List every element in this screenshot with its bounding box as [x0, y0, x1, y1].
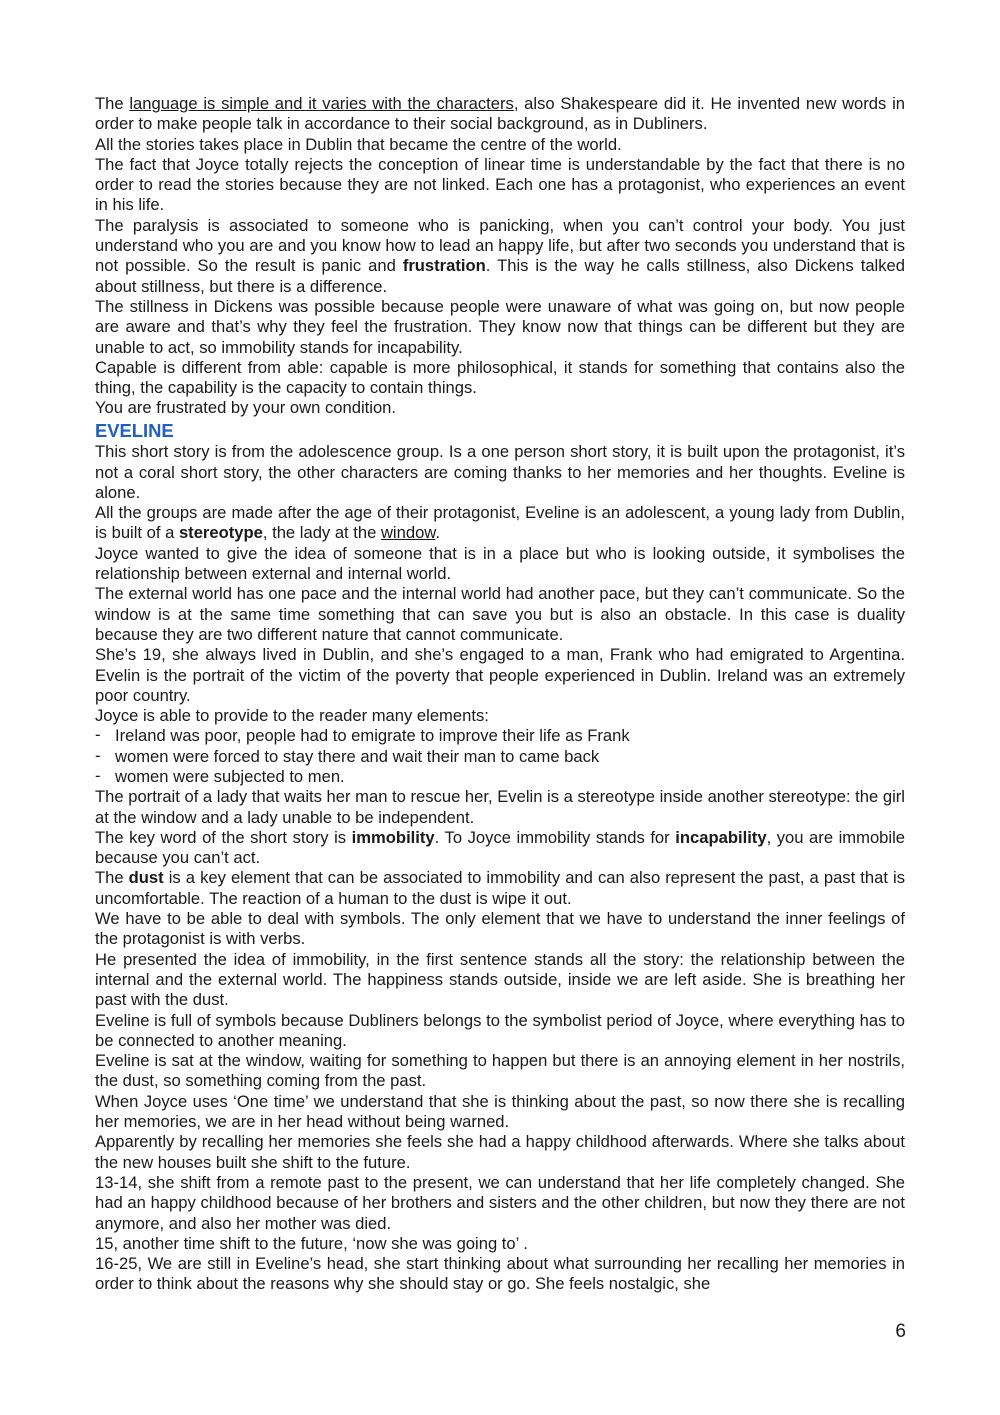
document-page — [95, 94, 905, 1295]
page-number: 6 — [895, 1321, 906, 1342]
paragraph-key-word — [95, 828, 905, 869]
paragraph-portrait: The portrait of a lady that waits her man to rescue her, Evelin is a stereotype inside another stereotype: the girl at the window and a lady unable to be independent. — [95, 787, 905, 827]
bold-term-frustration: frustration — [402, 256, 486, 276]
paragraph-groups — [95, 503, 905, 544]
paragraph-one-time: When Joyce uses ‘One time’ we understand that she is thinking about the past, so now there she is recalling her memories, we are in her head without being warned. — [95, 1091, 905, 1132]
underlined-word-window: window — [380, 523, 436, 543]
list-item-text: women were forced to stay there and wait their man to came back — [115, 746, 600, 766]
paragraph-elements-intro: Joyce is able to provide to the reader many elements: — [95, 706, 489, 726]
paragraph-15: 15, another time shift to the future, ‘now she was going to’ . — [95, 1233, 528, 1253]
text-run: The — [95, 94, 130, 113]
bold-term-incapability: incapability — [675, 827, 767, 847]
text-run: , you are immobile because you can’t act. — [95, 827, 906, 868]
paragraph-childhood: Apparently by recalling her memories she feels she had a happy childhood afterwards. Where she talks about the new houses built she shift to the future. — [95, 1132, 905, 1172]
paragraph-external-world: The external world has one pace and the internal world had another pace, but they can’t communicate. So the window is at the same time something that can save you but is also an obstacle. In this case is duality because they are two different nature that cannot communicate. — [95, 584, 905, 644]
bold-term-dust: dust — [128, 868, 164, 888]
text-run: , the lady at the — [262, 523, 381, 543]
bold-term-immobility: immobility — [351, 827, 435, 847]
paragraph-dust — [95, 868, 905, 909]
dash-bullet: - — [95, 766, 101, 785]
paragraph-language — [95, 94, 905, 135]
paragraph-dublin: All the stories takes place in Dublin that became the centre of the world. — [95, 134, 622, 154]
text-run: The — [95, 868, 129, 888]
paragraph-symbolist: Eveline is full of symbols because Dubliners belongs to the symbolist period of Joyce, where everything has to be connected to another meaning. — [95, 1010, 905, 1050]
paragraph-stillness: The stillness in Dickens was possible because people were unaware of what was going on, but now people are aware and that’s why they feel the frustration. They know now that things can be different but they are unable to act, so immobility stands for incapability. — [95, 296, 905, 357]
section-heading-eveline: EVELINE — [95, 419, 174, 441]
underlined-phrase: language is simple and it varies with the characters — [129, 94, 514, 113]
dash-bullet: - — [95, 745, 101, 765]
text-run: The key word of the short story is — [95, 827, 352, 847]
paragraph-symbols: We have to be able to deal with symbols. The only element that we have to understand the inner feelings of the protagonist is with verbs. — [95, 909, 905, 949]
paragraph-first-sentence: He presented the idea of immobility, in the first sentence stands all the story: the relationship between the internal and the external world. The happiness stands outside, inside we are left aside. She is breathing her past with the dust. — [95, 949, 905, 1010]
text-run: , also Shakespeare did it. He invented new words in order to make people talk in accordance to their social background, as in Dubliners. — [95, 94, 905, 134]
paragraph-13-14: 13-14, she shift from a remote past to the present, we can understand that her life completely changed. She had an happy childhood because of her brothers and sisters and the other children, but now they there are not anymore, and also her mother was died. — [95, 1172, 905, 1233]
list-item — [95, 767, 905, 787]
elements-list — [95, 726, 905, 787]
list-item-text: Ireland was poor, people had to emigrate to improve their life as Frank — [115, 726, 630, 746]
paragraph-looking-outside: Joyce wanted to give the idea of someone that is in a place but who is looking outside, it symbolises the relationship between external and internal world. — [95, 543, 905, 584]
paragraph-frustrated: You are frustrated by your own condition. — [95, 398, 397, 418]
text-run: All the groups are made after the age of their protagonist, Eveline is an adolescent, a young lady from Dublin, is built of a — [95, 503, 905, 543]
text-run: . To Joyce immobility stands for — [434, 827, 676, 847]
paragraph-paralysis — [95, 216, 905, 297]
dash-bullet: - — [95, 725, 101, 745]
text-run: The paralysis is associated to someone who is panicking, when you can’t control your body. You just understand who you are and you know how to lead an happy life, but after two seconds you understand that is not possible. So the result is panic and — [95, 215, 905, 276]
paragraph-window-waiting: Eveline is sat at the window, waiting for something to happen but there is an annoying element in her nostrils, the dust, so something coming from the past. — [95, 1051, 905, 1091]
text-run: . This is the way he calls stillness, also Dickens talked about stillness, but there is a difference. — [95, 256, 905, 296]
paragraph-frank: She’s 19, she always lived in Dublin, and she’s engaged to a man, Frank who had emigrated to Argentina. Evelin is the portrait of the victim of the poverty that people experienced in Dublin. Ireland was an extremely poor country. — [95, 645, 905, 705]
list-item — [95, 726, 905, 746]
paragraph-16-25: 16-25, We are still in Eveline’s head, she start thinking about what surrounding her recalling her memories in order to think about the reasons why she should stay or go. She feels nostalgic, she — [95, 1254, 905, 1294]
list-item-text: women were subjected to men. — [115, 767, 345, 786]
paragraph-capable: Capable is different from able: capable is more philosophical, it stands for something that contains also the thing, the capability is the capacity to contain things. — [95, 357, 905, 398]
text-run: is a key element that can be associated to immobility and can also represent the past, a past that is uncomfortable. The reaction of a human to the dust is wipe it out. — [95, 868, 905, 908]
bold-term-stereotype: stereotype — [178, 523, 263, 543]
paragraph-short-story: This short story is from the adolescence group. Is a one person short story, it is built upon the protagonist, it’s not a coral short story, the other characters are coming thanks to her memories and her thoughts. Eveline is alone. — [95, 442, 905, 502]
paragraph-linear-time: The fact that Joyce totally rejects the conception of linear time is understandable by the fact that there is no order to read the stories because they are not linked. Each one has a protagonist, who experiences an event in his life. — [95, 154, 905, 215]
list-item — [95, 747, 905, 767]
text-run: . — [435, 523, 441, 543]
